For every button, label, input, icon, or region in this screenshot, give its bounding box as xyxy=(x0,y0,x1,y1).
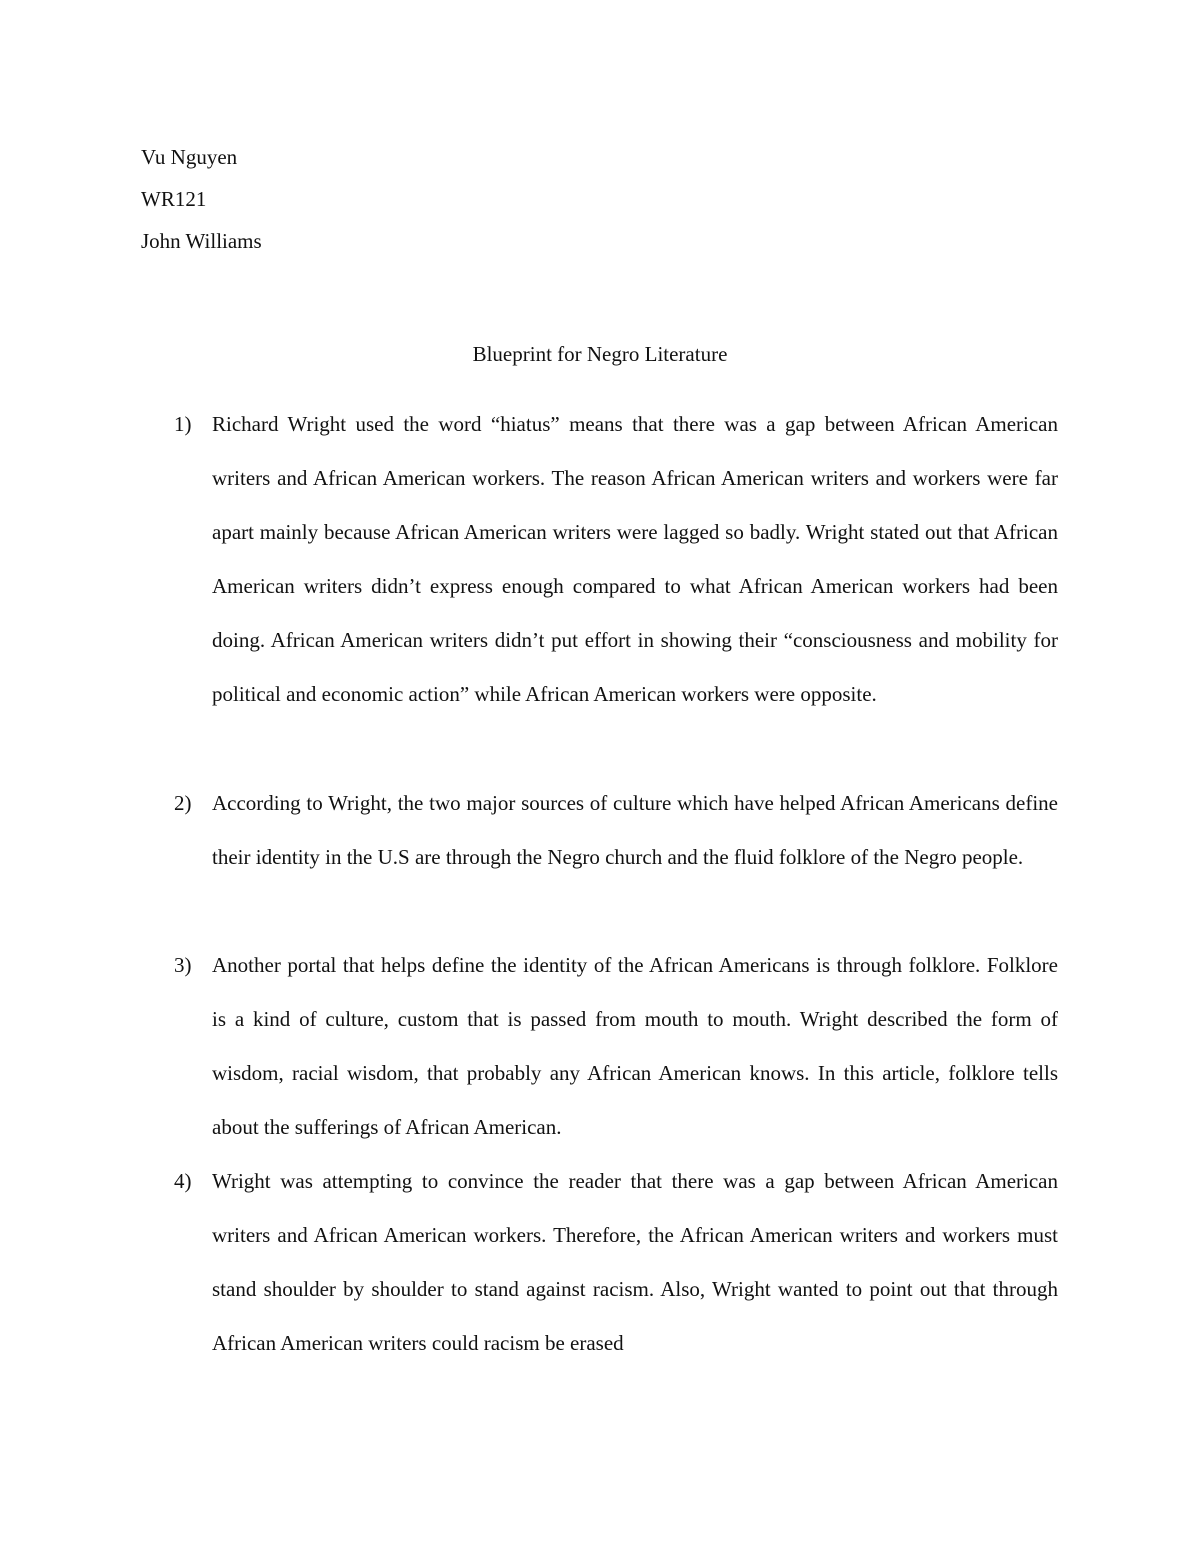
document-title: Blueprint for Negro Literature xyxy=(472,342,728,366)
item-text: Richard Wright used the word “hiatus” means that there was a gap between African American writers and African American workers. The reason African American writers and workers were far apart mainly because African American writers were lagged so badly. Wright stated out that African American writers didn’t express enough compared to what African American workers had been doing. African American writers didn’t put effort in showing their “consciousness and mobility for political and economic action” while African American workers were opposite. xyxy=(212,412,1058,706)
item-text: According to Wright, the two major sources of culture which have helped African Americans define their identity in the U.S are through the Negro church and the fluid folklore of the Negro people. xyxy=(212,791,1058,869)
item-number: 1) xyxy=(174,412,192,436)
item-number: 3) xyxy=(174,953,192,977)
item-number: 4) xyxy=(174,1169,192,1193)
item-number: 2) xyxy=(174,791,192,815)
item-text: Another portal that helps define the identity of the African Americans is through folklore. Folklore is a kind of culture, custom that is passed from mouth to mouth. Wright described the form of wisdom, racial wisdom, that probably any African American knows. In this article, folklore tells about the sufferings of African American. xyxy=(212,953,1058,1139)
item-text: Wright was attempting to convince the reader that there was a gap between African American writers and African American workers. Therefore, the African American writers and workers must stand shoulder by shoulder to stand against racism. Also, Wright wanted to point out that through African American writers could racism be erased xyxy=(212,1169,1058,1355)
author-name: Vu Nguyen xyxy=(141,145,238,169)
course-code: WR121 xyxy=(141,187,207,211)
instructor-name: John Williams xyxy=(141,229,262,253)
